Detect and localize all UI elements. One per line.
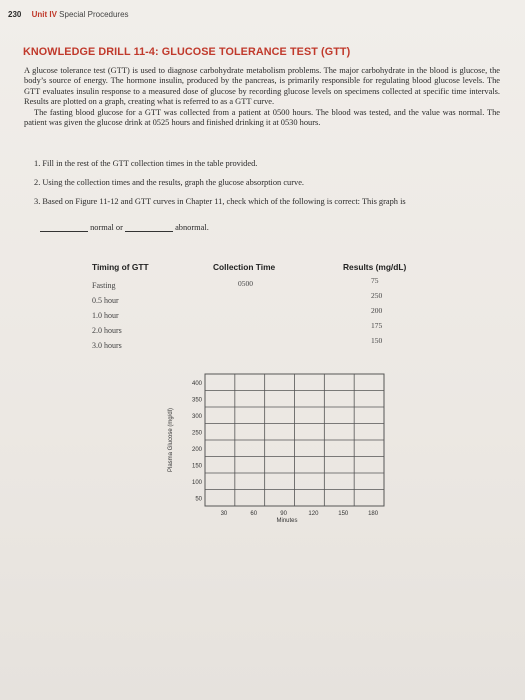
question-1: 1. Fill in the rest of the GTT collection times in the table provided.: [34, 159, 258, 168]
y-tick-label: 250: [191, 430, 202, 437]
abnormal-choice-label: abnormal.: [175, 223, 209, 232]
unit-label: Unit IV: [31, 10, 57, 19]
page-number: 230: [8, 10, 22, 19]
table-cell-timing: 2.0 hours: [92, 326, 122, 335]
drill-title: KNOWLEDGE DRILL 11-4: GLUCOSE TOLERANCE TEST (GTT): [23, 46, 351, 58]
table-cell-result: 150: [371, 336, 383, 345]
table-cell-timing: 0.5 hour: [92, 296, 119, 305]
x-tick-label: 60: [250, 511, 258, 517]
y-axis-label: Plasma Glucose (mg/dl): [168, 407, 174, 473]
table-cell-timing: Fasting: [92, 281, 116, 290]
x-tick-label: 120: [308, 511, 319, 517]
table-cell-result: 175: [371, 321, 383, 330]
table-cell-result: 250: [371, 291, 383, 300]
x-tick-label: 150: [338, 511, 349, 517]
question-3: 3. Based on Figure 11-12 and GTT curves in Chapter 11, check which of the following is correct: This graph is: [34, 197, 406, 206]
x-tick-label: 30: [220, 511, 228, 517]
y-tick-label: 100: [191, 479, 202, 486]
x-axis-label: Minutes: [276, 518, 298, 524]
y-tick-label: 300: [191, 413, 202, 420]
table-cell-collection-time: 0500: [238, 279, 253, 288]
y-tick-label: 200: [191, 446, 202, 453]
x-tick-label: 180: [368, 511, 379, 517]
question-2: 2. Using the collection times and the results, graph the glucose absorption curve.: [34, 178, 305, 187]
table-cell-result: 75: [371, 276, 379, 285]
table-cell-result: 200: [371, 306, 383, 315]
x-tick-label: 90: [280, 511, 287, 517]
y-tick-label: 50: [195, 496, 202, 503]
section-label: Special Procedures: [59, 10, 129, 19]
table-header-collection-time: Collection Time: [213, 262, 276, 272]
normal-choice-label: normal or: [90, 223, 123, 232]
intro-paragraph: A glucose tolerance test (GTT) is used to diagnose carbohydrate metabolism problems. The major carbohydrate in the blood is glucose, the body’s source of energy. The hormone insulin, produced by the pancreas, is primarily responsible for regulating blood glucose levels. The GTT evaluates insulin response to a measured dose of glucose by recording glucose levels on specimens collected at specific time intervals. Results are plotted on a graph, creating what is referred to as a GTT curve.: [24, 66, 500, 107]
table-cell-timing: 1.0 hour: [92, 311, 119, 320]
intro-paragraph: The fasting blood glucose for a GTT was collected from a patient at 0500 hours. The blood was tested, and the value was normal. The patient was given the glucose drink at 0525 hours and finished drinking it at 0530 hours.: [24, 107, 500, 128]
y-tick-label: 350: [191, 397, 202, 404]
table-header-timing: Timing of GTT: [92, 262, 149, 272]
y-tick-label: 150: [191, 463, 202, 470]
table-header-results: Results (mg/dL): [343, 262, 407, 272]
table-cell-timing: 3.0 hours: [92, 341, 122, 350]
y-tick-label: 400: [191, 380, 202, 387]
